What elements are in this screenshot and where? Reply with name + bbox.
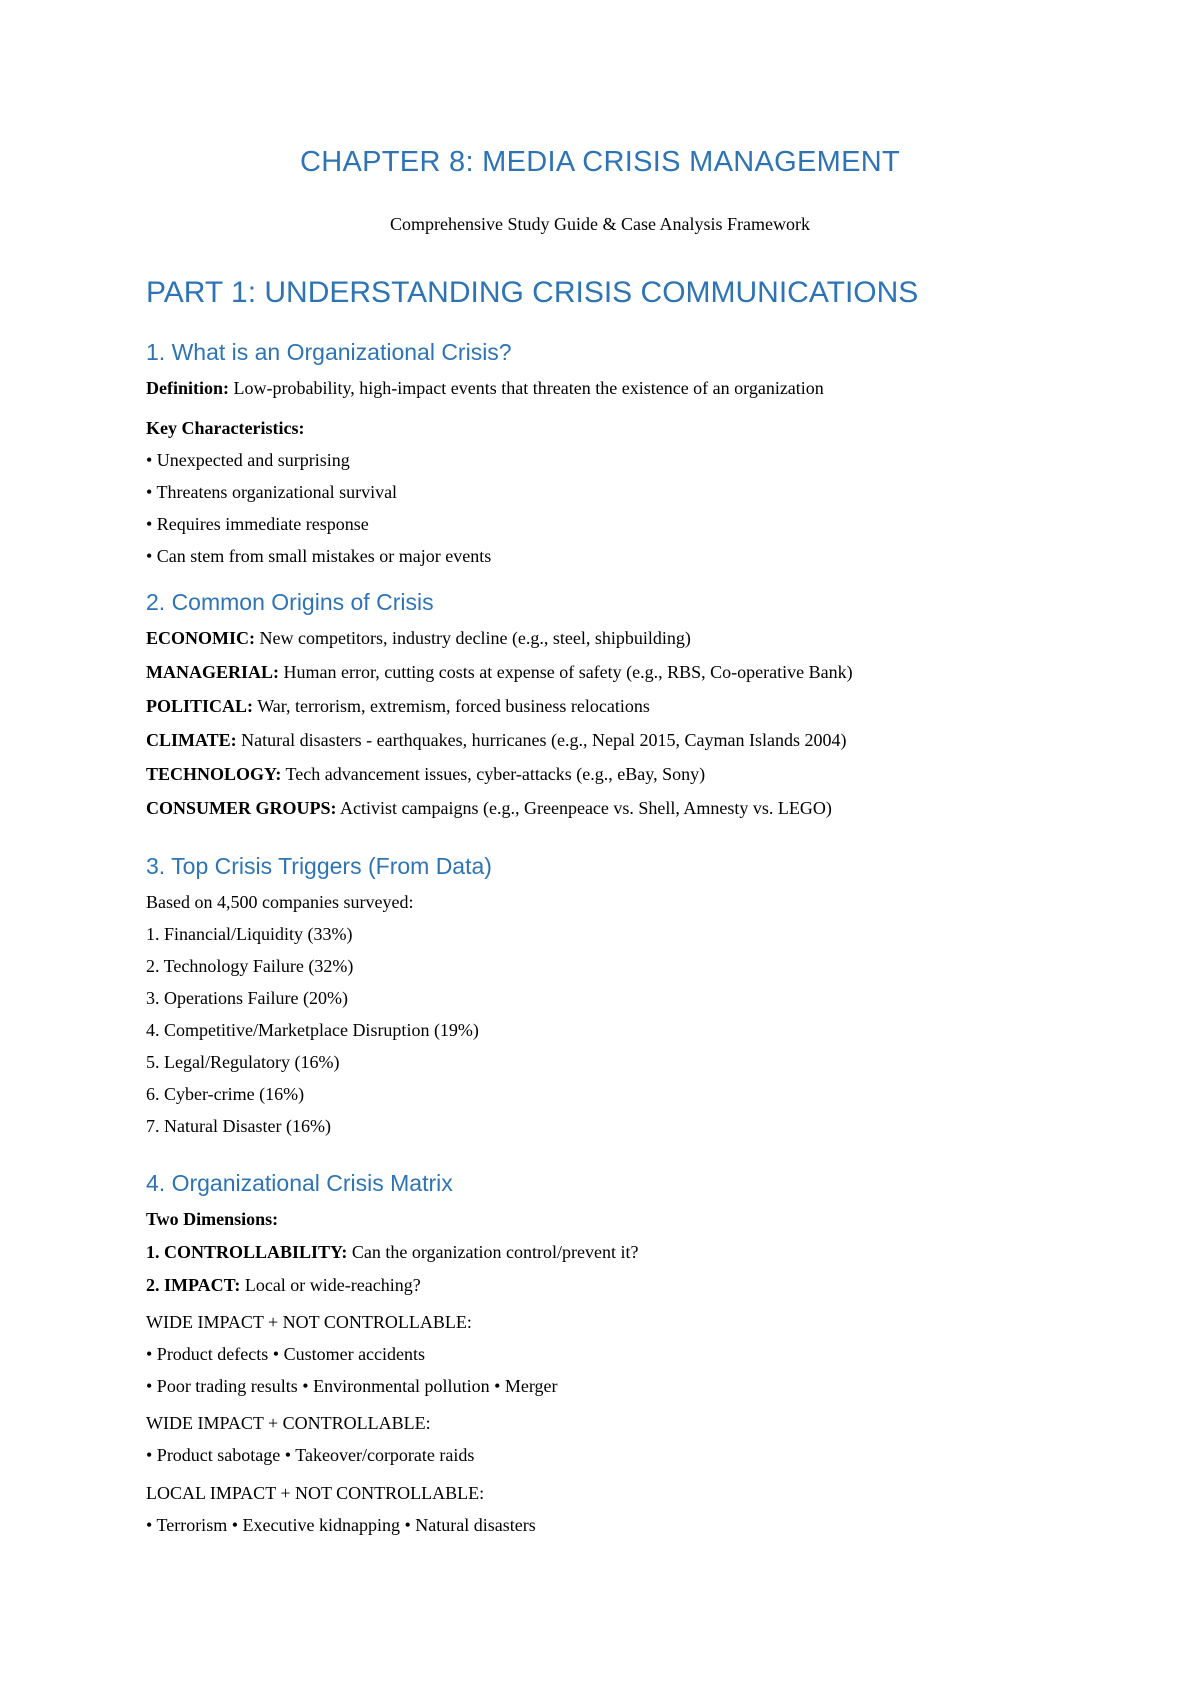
quadrant-title: LOCAL IMPACT + NOT CONTROLLABLE:	[146, 1483, 485, 1503]
definition-label: Definition:	[146, 378, 229, 398]
page-title: CHAPTER 8: MEDIA CRISIS MANAGEMENT	[300, 146, 900, 178]
list-item: • Product defects • Customer accidents	[146, 1344, 426, 1364]
list-item: 6. Cyber-crime (16%)	[146, 1084, 305, 1104]
definition-text: Low-probability, high-impact events that threaten the existence of an organization	[229, 378, 824, 398]
origin-item: CLIMATE: Natural disasters - earthquakes, hurricanes (e.g., Nepal 2015, Cayman Islands 2004)	[146, 730, 847, 750]
section1-heading: 1. What is an Organizational Crisis?	[146, 339, 512, 365]
dimension-item: 1. CONTROLLABILITY: Can the organization control/prevent it?	[146, 1242, 639, 1262]
characteristics-label: Key Characteristics:	[146, 418, 305, 438]
list-item: • Threatens organizational survival	[146, 482, 398, 502]
list-item: • Unexpected and surprising	[146, 450, 350, 470]
part-heading: PART 1: UNDERSTANDING CRISIS COMMUNICATIONS	[146, 276, 919, 309]
list-item: • Can stem from small mistakes or major events	[146, 546, 492, 566]
list-item: 5. Legal/Regulatory (16%)	[146, 1052, 340, 1072]
list-item: 2. Technology Failure (32%)	[146, 956, 354, 976]
list-item: 1. Financial/Liquidity (33%)	[146, 924, 353, 944]
list-item: • Terrorism • Executive kidnapping • Natural disasters	[146, 1515, 536, 1535]
origin-item: MANAGERIAL: Human error, cutting costs at expense of safety (e.g., RBS, Co-operative Bank)	[146, 662, 853, 682]
triggers-intro: Based on 4,500 companies surveyed:	[146, 892, 414, 912]
list-item: • Poor trading results • Environmental pollution • Merger	[146, 1376, 558, 1396]
section2-heading: 2. Common Origins of Crisis	[146, 589, 434, 615]
section4-heading: 4. Organizational Crisis Matrix	[146, 1170, 453, 1196]
section3-heading: 3. Top Crisis Triggers (From Data)	[146, 853, 492, 879]
origin-item: POLITICAL: War, terrorism, extremism, forced business relocations	[146, 696, 650, 716]
list-item: 3. Operations Failure (20%)	[146, 988, 348, 1008]
dimension-item: 2. IMPACT: Local or wide-reaching?	[146, 1275, 421, 1295]
quadrant-title: WIDE IMPACT + NOT CONTROLLABLE:	[146, 1312, 472, 1332]
dimensions-label: Two Dimensions:	[146, 1209, 279, 1229]
definition-line	[146, 378, 824, 399]
origin-item: ECONOMIC: New competitors, industry decline (e.g., steel, shipbuilding)	[146, 628, 691, 648]
list-item: • Requires immediate response	[146, 514, 369, 534]
list-item: 7. Natural Disaster (16%)	[146, 1116, 331, 1136]
list-item: • Product sabotage • Takeover/corporate raids	[146, 1445, 475, 1465]
origin-item: TECHNOLOGY: Tech advancement issues, cyber-attacks (e.g., eBay, Sony)	[146, 764, 706, 784]
quadrant-title: WIDE IMPACT + CONTROLLABLE:	[146, 1413, 431, 1433]
page-subtitle: Comprehensive Study Guide & Case Analysis Framework	[390, 214, 810, 234]
origin-item: CONSUMER GROUPS: Activist campaigns (e.g., Greenpeace vs. Shell, Amnesty vs. LEGO)	[146, 798, 832, 818]
list-item: 4. Competitive/Marketplace Disruption (19%)	[146, 1020, 479, 1040]
